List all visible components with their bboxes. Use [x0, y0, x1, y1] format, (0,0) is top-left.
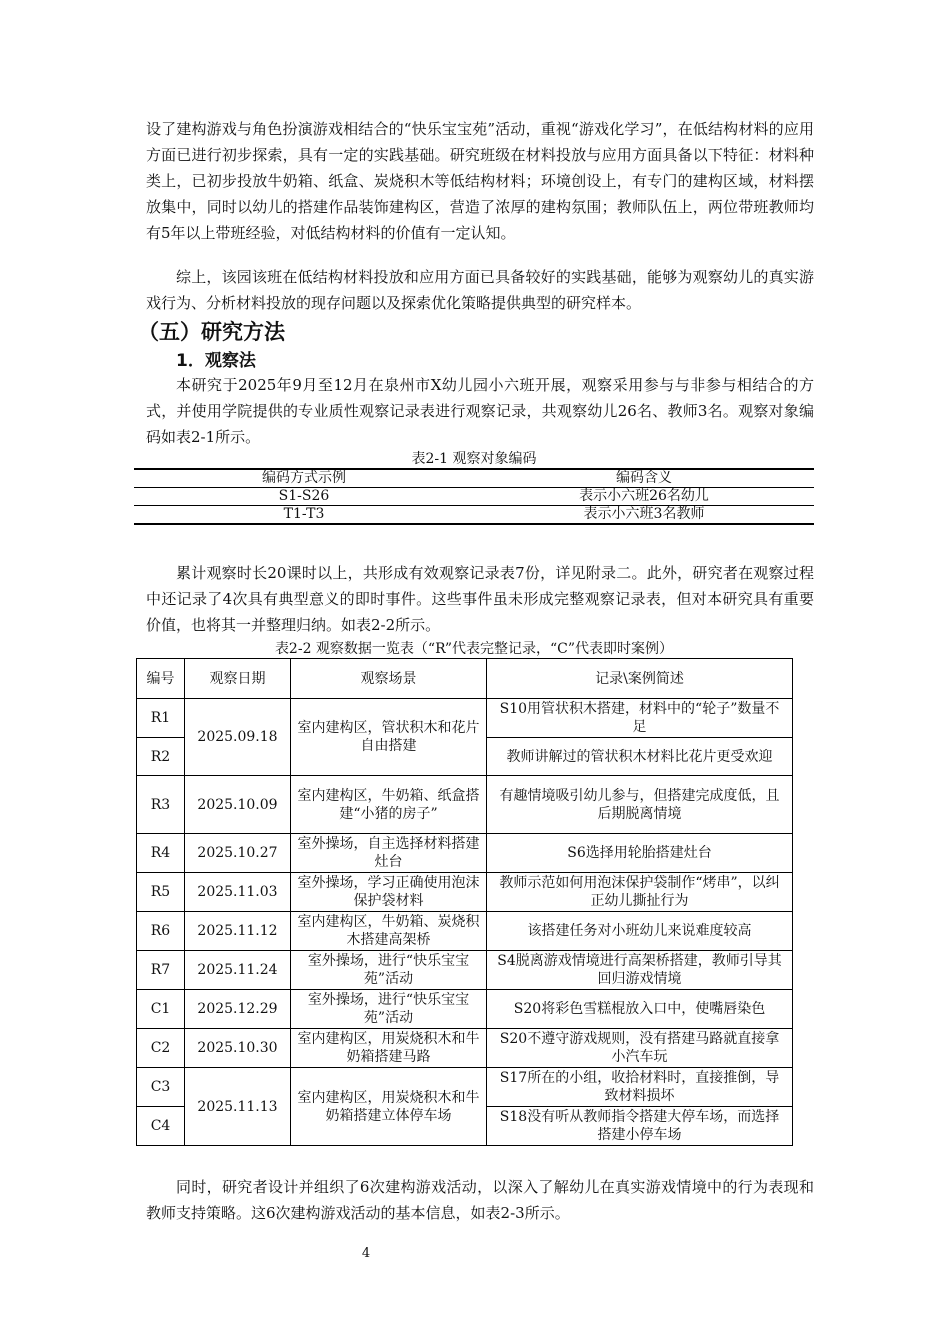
record-id: C4 [137, 1107, 185, 1146]
table-observation-data [136, 658, 793, 1146]
paragraph-observation-intro: 本研究于2025年9月至12月在泉州市X幼儿园小六班开展，观察采用参与与非参与相结合的方式，并使用学院提供的专业质性观察记录表进行观察记录，共观察幼儿26名、教师3名。观察对象编码如表2-1所示。 [146, 376, 814, 446]
subsection-heading: 1．观察法 [176, 351, 256, 371]
record-desc: 该搭建任务对小班幼儿来说难度较高 [487, 912, 793, 951]
table-row [137, 776, 793, 834]
record-desc: S20不遵守游戏规则，没有搭建马路就直接拿小汽车玩 [487, 1029, 793, 1068]
record-scene: 室外操场，自主选择材料搭建灶台 [291, 834, 487, 873]
table-row [137, 951, 793, 990]
record-desc: 教师示范如何用泡沫保护袋制作“烤串”，以纠正幼儿撕扯行为 [487, 873, 793, 912]
record-scene: 室外操场，学习正确使用泡沫保护袋材料 [291, 873, 487, 912]
record-scene: 室内建构区，牛奶箱、炭烧积木搭建高架桥 [291, 912, 487, 951]
record-date: 2025.09.18 [185, 699, 291, 776]
section-heading: （五）研究方法 [138, 320, 285, 344]
table-row [137, 1029, 793, 1068]
record-id: C3 [137, 1068, 185, 1107]
record-date: 2025.10.30 [185, 1029, 291, 1068]
record-date: 2025.11.12 [185, 912, 291, 951]
record-scene: 室外操场，进行“快乐宝宝苑”活动 [291, 951, 487, 990]
paragraph-summary: 综上，该园该班在低结构材料投放和应用方面已具备较好的实践基础，能够为观察幼儿的真实游戏行为、分析材料投放的现存问题以及探索优化策略提供典型的研究样本。 [146, 268, 814, 312]
table-header-row [134, 469, 814, 488]
record-scene: 室内建构区，用炭烧积木和牛奶箱搭建马路 [291, 1029, 487, 1068]
record-id: R4 [137, 834, 185, 873]
record-date: 2025.11.13 [185, 1068, 291, 1146]
record-scene: 室内建构区，牛奶箱、纸盒搭建“小猪的房子” [291, 776, 487, 834]
record-desc: 教师讲解过的管状积木材料比花片更受欢迎 [487, 738, 793, 776]
record-date: 2025.10.09 [185, 776, 291, 834]
table-row [137, 873, 793, 912]
table-row [137, 834, 793, 873]
table-row [137, 912, 793, 951]
table-header-cell: 编码方式示例 [134, 469, 474, 488]
record-id: R2 [137, 738, 185, 776]
record-desc: S6选择用轮胎搭建灶台 [487, 834, 793, 873]
record-id: C1 [137, 990, 185, 1029]
record-scene: 室内建构区，管状积木和花片自由搭建 [291, 699, 487, 776]
record-desc: S10用管状积木搭建，材料中的“轮子”数量不足 [487, 699, 793, 738]
paragraph-background: 设了建构游戏与角色扮演游戏相结合的“快乐宝宝苑”活动，重视“游戏化学习”，在低结构材料的应用方面已进行初步探索，具有一定的实践基础。研究班级在材料投放与应用方面具备以下特征：材料种类上，已初步投放牛奶箱、纸盒、炭烧积木等低结构材料；环境创设上，有专门的建构区域，材料摆放集中，同时以幼儿的搭建作品装饰建构区，营造了浓厚的建构氛围；教师队伍上，两位带班教师均有5年以上带班经验，对低结构材料的价值有一定认知。 [146, 120, 814, 242]
record-desc: S17所在的小组，收拾材料时，直接推倒，导致材料损坏 [487, 1068, 793, 1107]
record-id: R5 [137, 873, 185, 912]
record-id: R1 [137, 699, 185, 738]
table-row [134, 506, 814, 525]
table-header-cell: 记录\案例简述 [487, 659, 793, 699]
record-id: R3 [137, 776, 185, 834]
record-desc: S4脱离游戏情境进行高架桥搭建，教师引导其回归游戏情境 [487, 951, 793, 990]
table-header-cell: 观察日期 [185, 659, 291, 699]
record-date: 2025.11.24 [185, 951, 291, 990]
record-id: C2 [137, 1029, 185, 1068]
table-row [137, 990, 793, 1029]
page-number: 4 [361, 1246, 371, 1261]
record-desc: S18没有听从教师指令搭建大停车场，而选择搭建小停车场 [487, 1107, 793, 1146]
record-id: R7 [137, 951, 185, 990]
record-date: 2025.10.27 [185, 834, 291, 873]
table-observation-codes [134, 468, 814, 525]
table-header-cell: 编号 [137, 659, 185, 699]
record-desc: S20将彩色雪糕棍放入口中，使嘴唇染色 [487, 990, 793, 1029]
table-header-row [137, 659, 793, 699]
record-date: 2025.11.03 [185, 873, 291, 912]
paragraph-observation-summary: 累计观察时长20课时以上，共形成有效观察记录表7份，详见附录二。此外，研究者在观察过程中还记录了4次具有典型意义的即时事件。这些事件虽未形成完整观察记录表，但对本研究具有重要价值，也将其一并整理归纳。如表2-2所示。 [146, 564, 814, 634]
table-cell: S1-S26 [134, 488, 474, 506]
table-row [137, 1068, 793, 1107]
table1-caption: 表2-1 观察对象编码 [411, 451, 537, 467]
table-cell: T1-T3 [283, 506, 325, 522]
table-row [137, 699, 793, 738]
table-header-cell: 编码含义 [474, 469, 814, 488]
table2-caption: 表2-2 观察数据一览表（“R”代表完整记录，“C”代表即时案例） [274, 641, 674, 657]
table-header-cell: 观察场景 [291, 659, 487, 699]
table-cell: 表示小六班3名教师 [583, 506, 705, 522]
record-date: 2025.12.29 [185, 990, 291, 1029]
record-scene: 室内建构区，用炭烧积木和牛奶箱搭建立体停车场 [291, 1068, 487, 1146]
record-desc: 有趣情境吸引幼儿参与，但搭建完成度低，且后期脱离情境 [487, 776, 793, 834]
table-row [134, 488, 814, 506]
record-id: R6 [137, 912, 185, 951]
table-cell: 表示小六班26名幼儿 [474, 488, 814, 506]
record-scene: 室外操场，进行“快乐宝宝苑”活动 [291, 990, 487, 1029]
paragraph-activities: 同时，研究者设计并组织了6次建构游戏活动，以深入了解幼儿在真实游戏情境中的行为表现和教师支持策略。这6次建构游戏活动的基本信息，如表2-3所示。 [146, 1178, 814, 1222]
